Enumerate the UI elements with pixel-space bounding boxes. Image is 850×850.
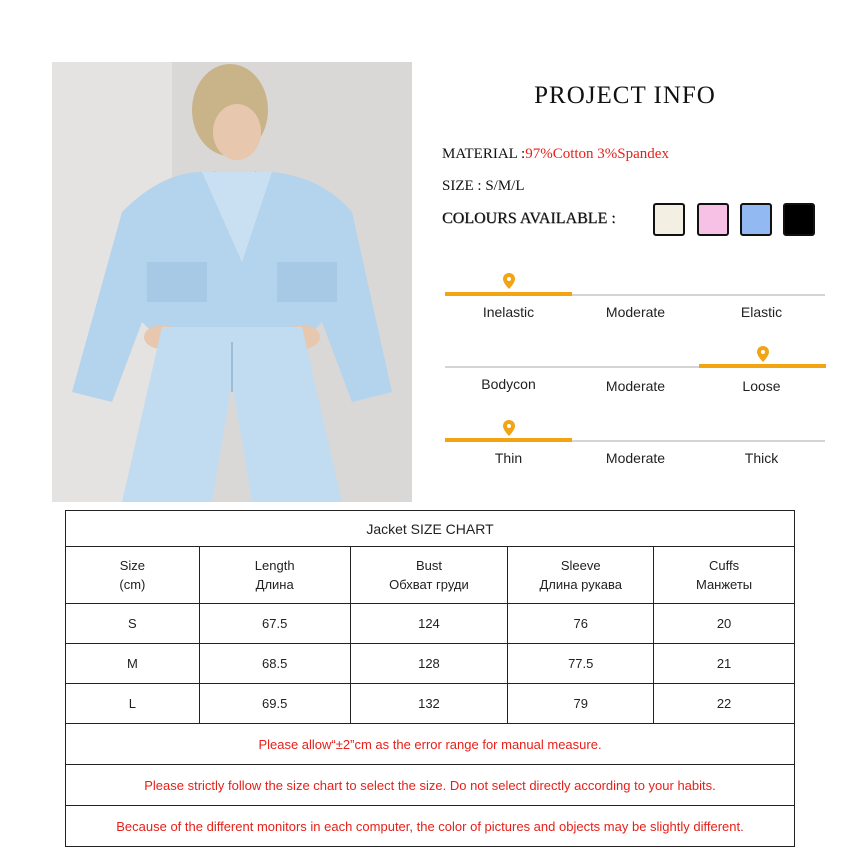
scale-label-moderate: Moderate — [605, 450, 666, 466]
scale-label-inelastic: Inelastic — [482, 304, 535, 320]
pin-marker-icon — [503, 420, 515, 436]
scale-label-moderate: Moderate — [605, 304, 666, 320]
scale-highlight — [699, 364, 826, 368]
size-chart-table — [65, 510, 795, 847]
pin-marker-icon — [503, 273, 515, 289]
scale-label-moderate: Moderate — [605, 378, 666, 394]
scale-label-loose: Loose — [742, 378, 781, 394]
scale-label-bodycon: Bodycon — [481, 376, 536, 392]
product-photo — [52, 62, 412, 502]
cell-length: 67.5 — [199, 604, 350, 644]
material-spec — [442, 146, 669, 163]
pin-marker-icon — [757, 346, 769, 362]
header-sleeve: Sleeve Длина рукава — [508, 547, 654, 604]
cell-size: L — [66, 684, 200, 724]
cell-size: S — [66, 604, 200, 644]
colour-swatch-pink[interactable] — [697, 203, 729, 236]
header-length: Length Длина — [199, 547, 350, 604]
scale-label-thick: Thick — [744, 450, 779, 466]
cell-cuffs: 21 — [654, 644, 795, 684]
cell-bust: 124 — [350, 604, 508, 644]
scale-highlight — [445, 438, 572, 442]
header-size: Size (cm) — [66, 547, 200, 604]
cell-sleeve: 79 — [508, 684, 654, 724]
cell-length: 69.5 — [199, 684, 350, 724]
table-row — [66, 684, 795, 724]
elasticity-scale — [445, 270, 825, 330]
table-row — [66, 604, 795, 644]
scale-highlight — [445, 292, 572, 296]
cell-cuffs: 22 — [654, 684, 795, 724]
material-value: 97%Cotton 3%Spandex — [525, 146, 669, 162]
colour-swatch-light-blue[interactable] — [740, 203, 772, 236]
scale-label-elastic: Elastic — [740, 304, 783, 320]
note-monitor-color: Because of the different monitors in each computer, the color of pictures and objects may be slightly different. — [66, 806, 795, 847]
colours-label: COLOURS AVAILABLE : — [442, 210, 616, 227]
table-row — [66, 644, 795, 684]
cell-bust: 128 — [350, 644, 508, 684]
size-spec: SIZE : S/M/L — [442, 178, 525, 194]
note-follow-size-chart: Please strictly follow the size chart to select the size. Do not select directly according to your habits. — [66, 765, 795, 806]
material-label: MATERIAL : — [442, 146, 526, 162]
note-error-range: Please allow“±2”cm as the error range for manual measure. — [66, 724, 795, 765]
cell-sleeve: 77.5 — [508, 644, 654, 684]
thickness-scale — [445, 418, 825, 478]
cell-bust: 132 — [350, 684, 508, 724]
project-info-title: PROJECT INFO — [534, 82, 716, 109]
cell-sleeve: 76 — [508, 604, 654, 644]
cell-size: M — [66, 644, 200, 684]
fit-scale — [445, 344, 825, 404]
colour-swatch-cream[interactable] — [653, 203, 685, 236]
cell-cuffs: 20 — [654, 604, 795, 644]
colour-swatch-black[interactable] — [783, 203, 815, 236]
cell-length: 68.5 — [199, 644, 350, 684]
size-chart-caption: Jacket SIZE CHART — [66, 511, 795, 547]
header-cuffs: Cuffs Манжеты — [654, 547, 795, 604]
header-bust: Bust Обхват груди — [350, 547, 508, 604]
scale-label-thin: Thin — [494, 450, 523, 466]
